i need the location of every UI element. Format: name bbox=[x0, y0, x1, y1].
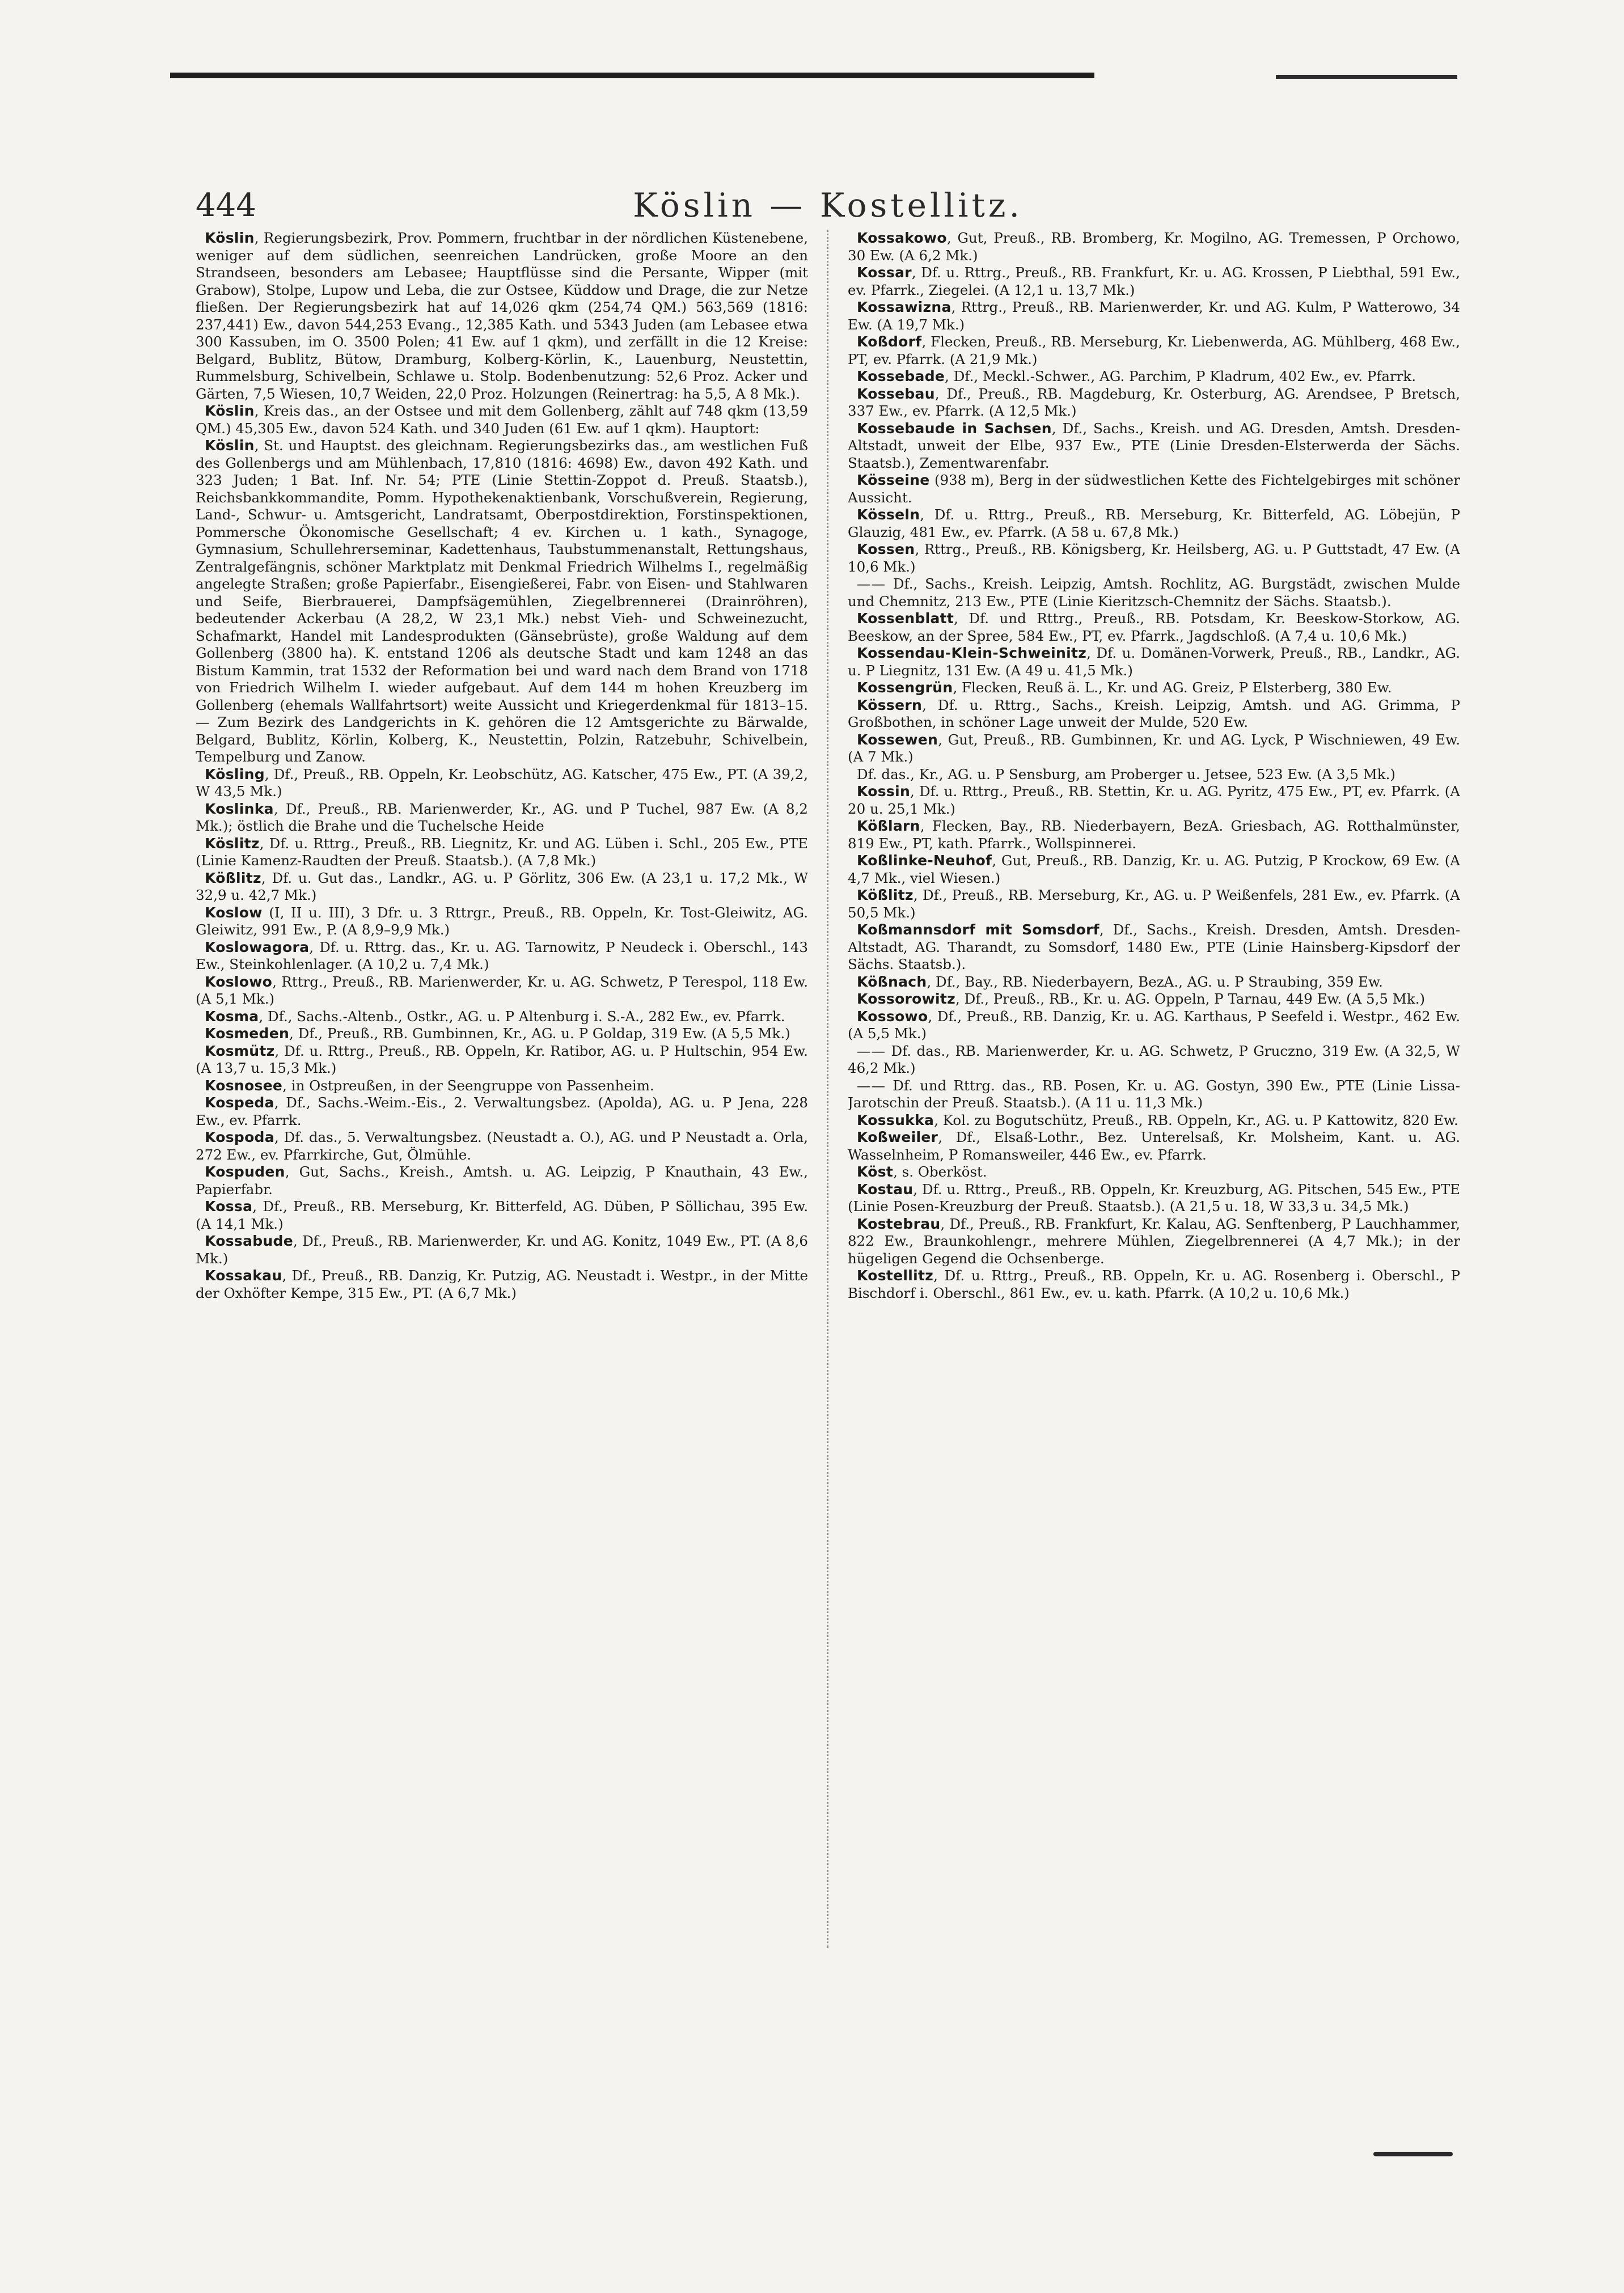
entry-text: , Df. u. Gut das., Landkr., AG. u. P Görlitz, 306 Ew. (A 23,1 u. 17,2 Mk., W 32,9 u. 42,7 Mk.) bbox=[196, 869, 808, 903]
text-columns bbox=[196, 230, 1461, 1965]
dictionary-entry bbox=[848, 731, 1460, 766]
entry-headword: Kossar bbox=[857, 264, 912, 281]
entry-headword: Koslowagora bbox=[205, 938, 310, 955]
entry-text: , Df., Preuß., RB. Magdeburg, Kr. Osterburg, AG. Arendsee, P Bretsch, 337 Ew., ev. Pfarrk. (A 12,5 Mk.) bbox=[848, 385, 1460, 419]
dictionary-entry bbox=[848, 386, 1460, 420]
entry-text: Df., Sachs., Kreish. Leipzig, Amtsh. Rochlitz, AG. Burgstädt, zwischen Mulde und Chemnitz, 213 Ew., PTE (Linie Kieritzsch-Chemnitz der Sächs. Staatsb.). bbox=[848, 576, 1460, 610]
entry-text: , Df., Preuß., RB. Merseburg, Kr., AG. u. P Weißenfels, 281 Ew., ev. Pfarrk. (A 50,5 Mk.) bbox=[848, 887, 1460, 921]
dictionary-entry bbox=[848, 783, 1460, 818]
entry-text: , Df., Preuß., RB. Oppeln, Kr. Leobschütz, AG. Katscher, 475 Ew., PT. (A 39,2, W 43,5 Mk.) bbox=[196, 765, 808, 799]
entry-headword: Kospuden bbox=[205, 1164, 285, 1180]
entry-text: , Df., Meckl.-Schwer., AG. Parchim, P Kladrum, 402 Ew., ev. Pfarrk. bbox=[945, 368, 1416, 384]
dictionary-entry bbox=[848, 921, 1460, 974]
dictionary-entry bbox=[848, 1043, 1460, 1077]
entry-headword: Kossukka bbox=[857, 1111, 934, 1128]
entry-text: , Df. und Rttrg., Preuß., RB. Potsdam, Kr. Beeskow-Storkow, AG. Beeskow, an der Spree, 584 Ew., PT, ev. Pfarrk., Jagdschloß. (A 7,4 u. 10,6 Mk.) bbox=[848, 610, 1460, 644]
dictionary-entry bbox=[196, 801, 808, 835]
page-number: 444 bbox=[196, 187, 256, 224]
dictionary-entry bbox=[196, 870, 808, 904]
entry-headword: Kösseine bbox=[857, 472, 930, 488]
entry-headword: Kößlarn bbox=[857, 818, 920, 834]
entry-headword: Koßweiler bbox=[857, 1129, 938, 1145]
entry-headword: Kößlitz bbox=[857, 887, 914, 903]
entry-text: , Df., Preuß., RB. Marienwerder, Kr., AG. und P Tuchel, 987 Ew. (A 8,2 Mk.); östlich die Brahe und die Tuchelsche Heide bbox=[196, 800, 808, 834]
entry-text: , Rttrg., Preuß., RB. Marienwerder, Kr. und AG. Kulm, P Watterowo, 34 Ew. (A 19,7 Mk.) bbox=[848, 299, 1460, 333]
entry-text: , Df. u. Domänen-Vorwerk, Preuß., RB., Landkr., AG. u. P Liegnitz, 131 Ew. (A 49 u. 41,5 Mk.) bbox=[848, 645, 1460, 679]
entry-text: , Df., Sachs.-Altenb., Ostkr., AG. u. P Altenburg i. S.-A., 282 Ew., ev. Pfarrk. bbox=[259, 1008, 785, 1025]
entry-headword: Kossabude bbox=[205, 1233, 293, 1249]
entry-text: , Gut, Preuß., RB. Bromberg, Kr. Mogilno, AG. Tremessen, P Orchowo, 30 Ew. (A 6,2 Mk.) bbox=[848, 230, 1460, 264]
column-divider bbox=[827, 230, 828, 1948]
entry-text: , Gut, Preuß., RB. Gumbinnen, Kr. und AG. Lyck, P Wischniewen, 49 Ew. (A 7 Mk.) bbox=[848, 731, 1460, 765]
entry-headword: Kosmeden bbox=[205, 1025, 290, 1042]
dictionary-entry bbox=[848, 230, 1460, 264]
dictionary-entry bbox=[196, 230, 808, 403]
entry-text: , Df., Preuß., RB., Kr. u. AG. Oppeln, P Tarnau, 449 Ew. (A 5,5 Mk.) bbox=[955, 991, 1426, 1007]
dictionary-entry bbox=[848, 697, 1460, 731]
entry-text: , Df., Sachs., Kreish. und AG. Dresden, Amtsh. Dresden-Altstadt, unweit der Elbe, 937 Ew., PTE (Linie Dresden-Elsterwerda der Sächs. Staatsb.), Zementwarenfabr. bbox=[848, 420, 1460, 471]
entry-headword: Kossebau bbox=[857, 385, 935, 402]
dictionary-entry bbox=[196, 1164, 808, 1198]
entry-headword: Kossawizna bbox=[857, 299, 951, 315]
entry-headword: Koslow bbox=[205, 904, 263, 921]
entry-text: , Df., Sachs.-Weim.-Eis., 2. Verwaltungsbez. (Apolda), AG. u. P Jena, 228 Ew., ev. Pfarrk. bbox=[196, 1094, 808, 1128]
entry-text: , Flecken, Bay., RB. Niederbayern, BezA. Griesbach, AG. Rotthalmünster, 819 Ew., PT, kath. Pfarrk., Wollspinnerei. bbox=[848, 818, 1460, 852]
entry-text: , Df. u. Rttrg., Preuß., RB. Oppeln, Kr. Kreuzburg, AG. Pitschen, 545 Ew., PTE (Linie Posen-Kreuzburg der Preuß. Staatsb.). (A 21,5 u. 18, W 33,3 u. 34,5 Mk.) bbox=[848, 1181, 1460, 1215]
entry-text: , Df. u. Rttrg., Preuß., RB. Merseburg, Kr. Bitterfeld, AG. Löbejün, P Glauzig, 481 Ew., ev. Pfarrk. (A 58 u. 67,8 Mk.) bbox=[848, 506, 1460, 540]
entry-text: , Df. u. Rttrg., Preuß., RB. Oppeln, Kr. u. AG. Rosenberg i. Oberschl., P Bischdorf i. Oberschl., 861 Ew., ev. u. kath. Pfarrk. (A 10,2 u. 10,6 Mk.) bbox=[848, 1267, 1460, 1301]
entry-text: , Gut, Preuß., RB. Danzig, Kr. u. AG. Putzig, P Krockow, 69 Ew. (A 4,7 Mk., viel Wiesen.) bbox=[848, 852, 1460, 886]
entry-text: , Rttrg., Preuß., RB. Königsberg, Kr. Heilsberg, AG. u. P Guttstadt, 47 Ew. (A 10,6 Mk.) bbox=[848, 541, 1460, 575]
dictionary-entry bbox=[196, 1094, 808, 1129]
entry-headword: Koßdorf bbox=[857, 333, 922, 350]
dictionary-entry bbox=[848, 1181, 1460, 1216]
entry-text: Df. das., Kr., AG. u. P Sensburg, am Proberger u. Jetsee, 523 Ew. (A 3,5 Mk.) bbox=[857, 765, 1395, 782]
entry-headword: Kößnach bbox=[857, 973, 927, 990]
dictionary-entry bbox=[848, 818, 1460, 852]
entry-headword: Kospeda bbox=[205, 1094, 274, 1111]
entry-headword: Kosma bbox=[205, 1008, 259, 1025]
entry-headword: Kossin bbox=[857, 783, 911, 799]
running-head: Köslin — Kostellitz. bbox=[633, 186, 1023, 225]
dictionary-entry bbox=[848, 1129, 1460, 1164]
entry-headword: Kössern bbox=[857, 696, 923, 713]
entry-headword: Kostau bbox=[857, 1181, 914, 1198]
entry-text: Df. und Rttrg. das., RB. Posen, Kr. u. AG. Gostyn, 390 Ew., PTE (Linie Lissa-Jarotschin der Preuß. Staatsb.). (A 11 u. 11,3 Mk.) bbox=[848, 1077, 1460, 1111]
entry-headword: Kosmütz bbox=[205, 1042, 275, 1059]
dictionary-entry bbox=[848, 333, 1460, 368]
entry-text: , in Ostpreußen, in der Seengruppe von Passenheim. bbox=[282, 1077, 654, 1094]
dictionary-entry bbox=[848, 420, 1460, 472]
dictionary-entry bbox=[196, 904, 808, 939]
dictionary-entry bbox=[196, 1267, 808, 1302]
entry-headword: Kossenblatt bbox=[857, 610, 954, 627]
entry-headword: Köslin bbox=[205, 403, 255, 419]
entry-text: , Df., Preuß., RB. Merseburg, Kr. Bitterfeld, AG. Düben, P Söllichau, 395 Ew. (A 14,1 Mk.) bbox=[196, 1198, 808, 1232]
entry-headword: Kospoda bbox=[205, 1129, 274, 1145]
entry-headword: Kostellitz bbox=[857, 1267, 934, 1284]
entry-headword: Koßlinke-Neuhof bbox=[857, 852, 992, 869]
entry-headword: Kossen bbox=[857, 541, 915, 557]
entry-headword: Kossebaude in Sachsen bbox=[857, 420, 1052, 437]
entry-headword: Kosnosee bbox=[205, 1077, 283, 1094]
ditto-dash: —— bbox=[857, 1077, 886, 1094]
entry-headword: Koslowo bbox=[205, 973, 273, 990]
entry-headword: Kösseln bbox=[857, 506, 920, 523]
dictionary-entry bbox=[848, 1112, 1460, 1129]
dictionary-entry bbox=[848, 974, 1460, 991]
entry-text: , Df. u. Rttrg., Preuß., RB. Frankfurt, Kr. u. AG. Krossen, P Liebthal, 591 Ew., ev. Pfarrk., Ziegelei. (A 12,1 u. 13,7 Mk.) bbox=[848, 264, 1460, 298]
entry-headword: Kossakau bbox=[205, 1267, 282, 1284]
dictionary-entry bbox=[196, 1008, 808, 1026]
dictionary-entry bbox=[196, 974, 808, 1008]
dictionary-entry bbox=[196, 939, 808, 974]
entry-text: , Regierungsbezirk, Prov. Pommern, fruchtbar in der nördlichen Küstenebene, weniger auf dem südlichen, seenreichen Landrücken, große Moore an den Strandseen, besonders am Lebasee; Hauptflüsse sind die Persante, Wipper (mit Grabow), Stolpe, Lupow und Leba, die zur Ostsee, Küddow und Drage, die zur Netze fließen. Der Regierungsbezirk hat auf 14,026 qkm (254,74 QM.) 563,569 (1816: 237,441) Ew., davon 544,253 Evang., 12,385 Kath. und 5343 Juden (am Lebasee etwa 300 Kassuben, im O. 3500 Polen; 41 Ew. auf 1 qkm), und zerfällt in die 12 Kreise: Belgard, Bublitz, Bütow, Dramburg, Kolberg-Körlin, K., Lauenburg, Neustettin, Rummelsburg, Schivelbein, Schlawe u. Stolp. Bodenbenutzung: 52,6 Proz. Acker und Gärten, 7,5 Wiesen, 10,7 Weiden, 22,0 Proz. Holzungen (Reinertrag: ha 5,5, A 8 Mk.). bbox=[196, 230, 808, 402]
dictionary-entry bbox=[848, 645, 1460, 679]
entry-text: , Df., Elsaß-Lothr., Bez. Unterelsaß, Kr. Molsheim, Kant. u. AG. Wasselnheim, P Romansweiler, 446 Ew., ev. Pfarrk. bbox=[848, 1129, 1460, 1163]
entry-headword: Kossengrün bbox=[857, 679, 953, 696]
bottom-rule bbox=[1373, 2152, 1453, 2156]
dictionary-entry bbox=[196, 437, 808, 766]
dictionary-entry bbox=[196, 1233, 808, 1267]
entry-text: , Df. u. Rttrg., Preuß., RB. Liegnitz, Kr. und AG. Lüben i. Schl., 205 Ew., PTE (Linie Kamenz-Raudten der Preuß. Staatsb.). (A 7,8 Mk.) bbox=[196, 835, 808, 869]
entry-headword: Kossakowo bbox=[857, 230, 947, 246]
entry-text: , Rttrg., Preuß., RB. Marienwerder, Kr. u. AG. Schwetz, P Terespol, 118 Ew. (A 5,1 Mk.) bbox=[196, 973, 808, 1007]
dictionary-entry bbox=[848, 1008, 1460, 1043]
entry-text: , Kol. zu Bogutschütz, Preuß., RB. Oppeln, Kr., AG. u. P Kattowitz, 820 Ew. bbox=[934, 1111, 1458, 1128]
right-column bbox=[848, 230, 1460, 1965]
dictionary-entry bbox=[848, 472, 1460, 506]
entry-text: , St. und Hauptst. des gleichnam. Regierungsbezirks das., am westlichen Fuß des Gollenbergs und am Mühlenbach, 17,810 (1816: 4698) Ew., davon 492 Kath. und 323 Juden; 1 Bat. Inf. Nr. 54; PTE (Linie Stettin-Zoppot d. Preuß. Staatsb.), Reichsbankkommandite, Pomm. Hypothekenaktienbank, Vorschußverein, Regierung, Land-, Schwur- u. Amtsgericht, Landratsamt, Oberpostdirektion, Forstinspektionen, Pommersche Ökonomische Gesellschaft; 4 ev. Kirchen u. 1 kath., Synagoge, Gymnasium, Schullehrerseminar, Kadettenhaus, Taubstummenanstalt, Rettungshaus, Zentralgefängnis, schöner Marktplatz mit Denkmal Friedrich Wilhelms I., regelmäßig angelegte Straßen; große Papierfabr., Eisengießerei, Fabr. von Eisen- und Stahlwaren und Seife, Bierbrauerei, Dampfsägemühlen, Ziegelbrennerei (Drainröhren), bedeutender Ackerbau (A 28,2, W 23,1 Mk.) nebst Vieh- und Schweinezucht, Schafmarkt, Handel mit Landesprodukten (Gänsebrüste), große Waldung auf dem Gollenberg (3800 ha). K. entstand 1206 als deutsche Stadt und kam 1248 an das Bistum Kammin, trat 1532 der Reformation bei und ward nach dem Brand von 1718 von Friedrich Wilhelm I. wieder aufgebaut. Auf dem 144 m hohen Kreuzberg im Gollenberg (ehemals Wallfahrtsort) weite Aussicht und Kriegerdenkmal für 1813–15. — Zum Bezirk des Landgerichts in K. gehören die 12 Amtsgerichte zu Bärwalde, Belgard, Bublitz, Körlin, Kolberg, K., Neustettin, Polzin, Ratzebuhr, Schivelbein, Tempelburg und Zanow. bbox=[196, 437, 808, 765]
dictionary-entry bbox=[848, 679, 1460, 697]
dictionary-entry bbox=[848, 264, 1460, 299]
entry-headword: Köslin bbox=[205, 437, 255, 454]
entry-text: , Flecken, Reuß ä. L., Kr. und AG. Greiz, P Elsterberg, 380 Ew. bbox=[953, 679, 1392, 696]
dictionary-entry bbox=[848, 852, 1460, 887]
left-column bbox=[196, 230, 808, 1965]
entry-text: , Df., Preuß., RB. Marienwerder, Kr. und AG. Konitz, 1049 Ew., PT. (A 8,6 Mk.) bbox=[196, 1233, 808, 1267]
entry-text: , Df., Preuß., RB. Gumbinnen, Kr., AG. u. P Goldap, 319 Ew. (A 5,5 Mk.) bbox=[289, 1025, 790, 1042]
entry-headword: Koslinka bbox=[205, 800, 274, 817]
entry-text: (938 m), Berg in der südwestlichen Kette des Fichtelgebirges mit schöner Aussicht. bbox=[848, 472, 1460, 506]
entry-text: , s. Oberköst. bbox=[893, 1164, 987, 1180]
dictionary-entry bbox=[848, 541, 1460, 576]
entry-headword: Kossorowitz bbox=[857, 991, 956, 1007]
entry-headword: Kostebrau bbox=[857, 1215, 941, 1232]
dictionary-entry bbox=[848, 610, 1460, 645]
dictionary-entry bbox=[196, 1025, 808, 1043]
entry-text: , Kreis das., an der Ostsee und mit dem Gollenberg, zählt auf 748 qkm (13,59 QM.) 45,305 Ew., davon 524 Kath. und 340 Juden (61 Ew. auf 1 qkm). Hauptort: bbox=[196, 403, 808, 437]
entry-text: , Df., Sachs., Kreish. Dresden, Amtsh. Dresden-Altstadt, AG. Tharandt, zu Somsdorf, 1480 Ew., PTE (Linie Hainsberg-Kipsdorf der Sächs. Staatsb.). bbox=[848, 921, 1460, 972]
entry-headword: Kösling bbox=[205, 765, 265, 782]
entry-headword: Köslitz bbox=[205, 835, 260, 852]
entry-text: , Df., Preuß., RB. Frankfurt, Kr. Kalau, AG. Senftenberg, P Lauchhammer, 822 Ew., Braunkohlengr., mehrere Mühlen, Ziegelbrennerei (A 4,7 Mk.); in der hügeligen Gegend die Ochsenberge. bbox=[848, 1215, 1460, 1267]
dictionary-entry bbox=[196, 1129, 808, 1164]
entry-text: , Df. das., 5. Verwaltungsbez. (Neustadt a. O.), AG. und P Neustadt a. Orla, 272 Ew., ev. Pfarrkirche, Gut, Ölmühle. bbox=[196, 1129, 808, 1163]
dictionary-entry bbox=[848, 506, 1460, 541]
entry-text: Df. das., RB. Marienwerder, Kr. u. AG. Schwetz, P Gruczno, 319 Ew. (A 32,5, W 46,2 Mk.) bbox=[848, 1042, 1460, 1076]
dictionary-entry bbox=[848, 991, 1460, 1008]
entry-headword: Köslin bbox=[205, 230, 255, 246]
entry-headword: Kößlitz bbox=[205, 869, 261, 886]
dictionary-entry bbox=[848, 1267, 1460, 1302]
entry-text: , Gut, Sachs., Kreish., Amtsh. u. AG. Leipzig, P Knauthain, 43 Ew., Papierfabr. bbox=[196, 1164, 808, 1198]
dictionary-entry bbox=[848, 887, 1460, 921]
entry-text: , Df. u. Rttrg., Sachs., Kreish. Leipzig, Amtsh. und AG. Grimma, P Großbothen, in schöner Lage unweit der Mulde, 520 Ew. bbox=[848, 696, 1460, 730]
dictionary-entry bbox=[848, 576, 1460, 610]
entry-headword: Koßmannsdorf mit Somsdorf bbox=[857, 921, 1099, 938]
dictionary-entry bbox=[848, 368, 1460, 386]
dictionary-entry bbox=[848, 1216, 1460, 1268]
dictionary-entry bbox=[196, 403, 808, 437]
top-rule-left bbox=[170, 73, 1094, 78]
entry-text: (I, II u. III), 3 Dfr. u. 3 Rttrgr., Preuß., RB. Oppeln, Kr. Tost-Gleiwitz, AG. Gleiwitz, 991 Ew., P. (A 8,9–9,9 Mk.) bbox=[196, 904, 808, 938]
entry-headword: Kossebade bbox=[857, 368, 945, 384]
entry-text: , Df. u. Rttrg. das., Kr. u. AG. Tarnowitz, P Neudeck i. Oberschl., 143 Ew., Steinkohlenlager. (A 10,2 u. 7,4 Mk.) bbox=[196, 938, 808, 972]
entry-headword: Kossa bbox=[205, 1198, 253, 1215]
dictionary-entry bbox=[196, 1198, 808, 1233]
entry-text: , Df., Preuß., RB. Danzig, Kr. u. AG. Karthaus, P Seefeld i. Westpr., 462 Ew. (A 5,5 Mk.) bbox=[848, 1008, 1460, 1042]
dictionary-entry bbox=[196, 1043, 808, 1077]
entry-headword: Kossendau-Klein-Schweinitz bbox=[857, 645, 1087, 661]
dictionary-entry bbox=[196, 835, 808, 870]
entry-text: , Df., Preuß., RB. Danzig, Kr. Putzig, AG. Neustadt i. Westpr., in der Mitte der Oxhöfter Kempe, 315 Ew., PT. (A 6,7 Mk.) bbox=[196, 1267, 808, 1301]
dictionary-entry bbox=[196, 766, 808, 801]
dictionary-entry bbox=[848, 1164, 1460, 1181]
ditto-dash: —— bbox=[857, 1042, 886, 1059]
dictionary-entry bbox=[196, 1077, 808, 1095]
page-header bbox=[196, 176, 1460, 227]
entry-text: , Df. u. Rttrg., Preuß., RB. Stettin, Kr. u. AG. Pyritz, 475 Ew., PT, ev. Pfarrk. (A 20 u. 25,1 Mk.) bbox=[848, 783, 1460, 817]
dictionary-entry bbox=[848, 766, 1460, 784]
entry-headword: Köst bbox=[857, 1164, 894, 1180]
top-rule-right bbox=[1276, 75, 1457, 79]
entry-headword: Kossowo bbox=[857, 1008, 928, 1025]
entry-text: , Df., Bay., RB. Niederbayern, BezA., AG. u. P Straubing, 359 Ew. bbox=[927, 973, 1383, 990]
ditto-dash: —— bbox=[857, 576, 886, 592]
dictionary-entry bbox=[848, 1077, 1460, 1112]
dictionary-entry bbox=[848, 299, 1460, 333]
entry-text: , Df. u. Rttrg., Preuß., RB. Oppeln, Kr. Ratibor, AG. u. P Hultschin, 954 Ew. (A 13,7 u. 15,3 Mk.) bbox=[196, 1042, 808, 1076]
entry-text: , Flecken, Preuß., RB. Merseburg, Kr. Liebenwerda, AG. Mühlberg, 468 Ew., PT, ev. Pfarrk. (A 21,9 Mk.) bbox=[848, 333, 1460, 367]
entry-headword: Kossewen bbox=[857, 731, 938, 748]
